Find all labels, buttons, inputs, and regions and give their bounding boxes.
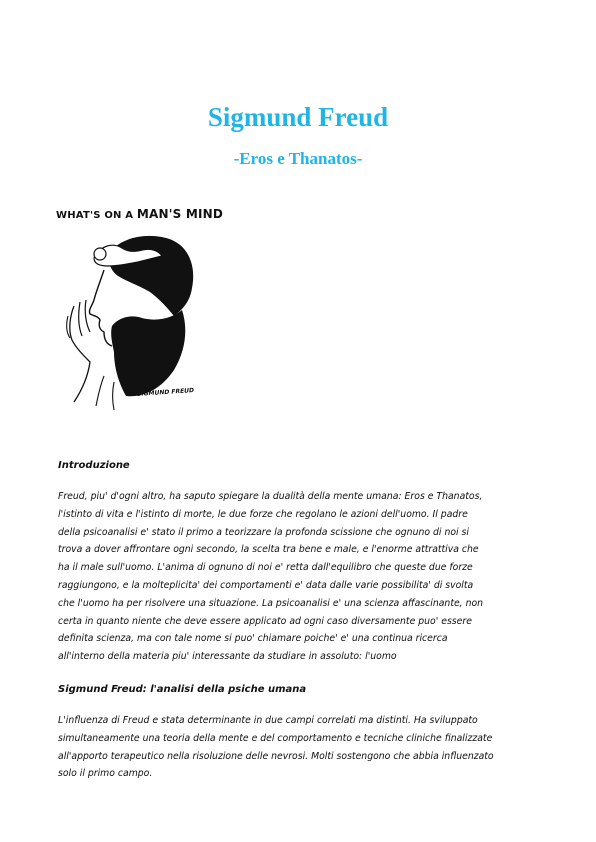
caption-prefix: WHAT'S ON A (56, 210, 137, 221)
section-heading-introduzione: Introduzione (58, 460, 130, 471)
paragraph-line: che l'uomo ha per risolvere una situazione. La psicoanalisi e' una scienza affascinante, non (58, 597, 484, 609)
paragraph-line: certa in quanto niente che deve essere applicato ad ogni caso diversamente puo' essere (58, 615, 472, 627)
paragraph-line: trova a dover affrontare ogni secondo, la scelta tra bene e male, e l'enorme attrattiva che (58, 544, 479, 556)
paragraph-line: definita scienza, ma con tale nome si puo' chiamare poiche' e' una continua ricerca (58, 633, 448, 645)
document-subtitle: -Eros e Thanatos- (233, 149, 363, 168)
freud-portrait-drawing (54, 206, 204, 412)
paragraph-line: della psicoanalisi e' stato il primo a teorizzare la profonda scissione che ognuno di noi si (58, 526, 469, 538)
paragraph-line: ha il male sull'uomo. L'anima di ognuno di noi e' retta dall'equilibro che queste due forze (58, 562, 473, 574)
section-paragraph-introduzione (58, 488, 546, 666)
paragraph-line: l'istinto di vita e l'istinto di morte, le due forze che regolano le azioni dell'uomo. Il padre (58, 508, 468, 520)
paragraph-line: raggiungono, e la molteplicita' dei comportamenti e' data dalle varie possibilita' di svolta (58, 579, 474, 591)
paragraph-line: all'apporto terapeutico nella risoluzione delle nevrosi. Molti sostengono che abbia influenzato (58, 750, 494, 762)
document-title: Sigmund Freud (207, 102, 389, 132)
paragraph-line: simultaneamente una teoria della mente e del comportamento e tecniche cliniche finalizzate (58, 732, 493, 744)
paragraph-line: solo il primo campo. (58, 768, 153, 780)
paragraph-line: Freud, piu' d'ogni altro, ha saputo spiegare la dualità della mente umana: Eros e Thanatos, (58, 491, 483, 502)
illustration-signature: SIGMUND FREUD (136, 387, 195, 398)
paragraph-line: all'interno della materia piu' interessante da studiare in assoluto: l'uomo (58, 651, 397, 663)
paragraph-line: L'influenza di Freud e stata determinante in due campi correlati ma distinti. Ha sviluppato (58, 715, 478, 726)
section-paragraph-analisi (58, 712, 546, 783)
caption-emphasis: MAN'S MIND (136, 207, 224, 221)
section-heading-analisi: Sigmund Freud: l'analisi della psiche umana (58, 684, 307, 695)
